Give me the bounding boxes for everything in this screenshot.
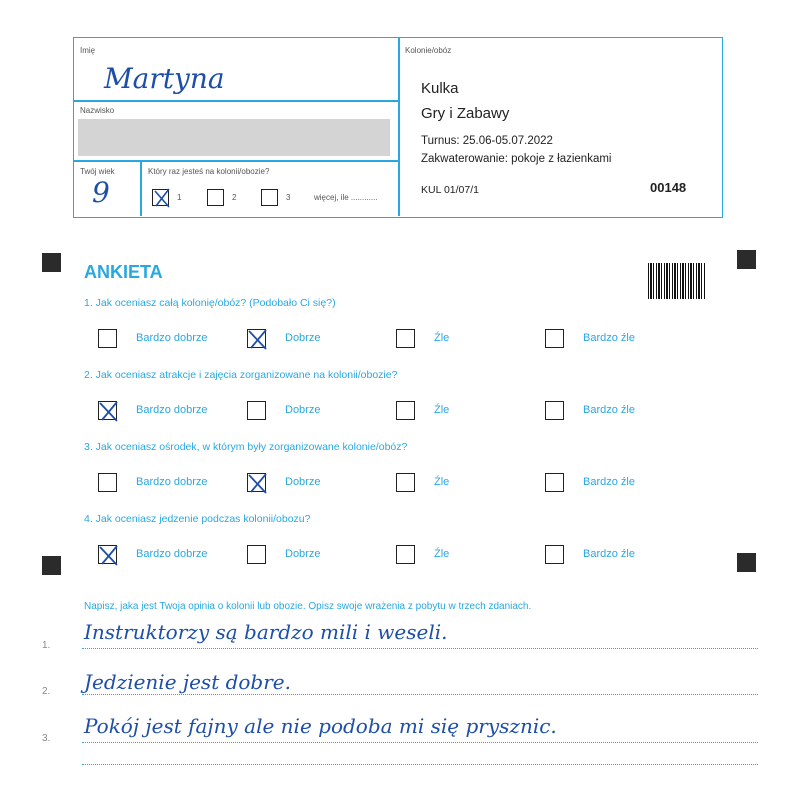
survey-title: ANKIETA: [84, 262, 163, 282]
question-3-option-label: Źle: [434, 476, 450, 488]
times-more-label: więcej, ile ............: [314, 193, 378, 202]
camp-code: KUL 01/07/1: [421, 184, 479, 196]
times-checkbox-2[interactable]: [207, 189, 224, 206]
question-2-option-label: Bardzo dobrze: [136, 404, 208, 416]
question-1-checkbox-4[interactable]: [545, 329, 564, 348]
check-mark-icon: [149, 185, 175, 211]
form-number: 00148: [650, 180, 687, 195]
line-number-1: 1.: [42, 640, 51, 651]
question-4-option-label: Bardzo dobrze: [136, 548, 208, 560]
corner-marker: [737, 250, 756, 269]
question-3-checkbox-4[interactable]: [545, 473, 564, 492]
barcode: [648, 263, 706, 299]
times-label: Który raz jesteś na kolonii/obozie?: [148, 167, 270, 176]
opinion-prompt: Napisz, jaka jest Twoja opinia o kolonii lub obozie. Opisz swoje wrażenia z pobytu w trzech zdaniach.: [84, 601, 532, 612]
question-2-option-label: Źle: [434, 404, 450, 416]
turnus: Turnus: 25.06-05.07.2022: [421, 135, 553, 147]
question-2-checkbox-2[interactable]: [247, 401, 266, 420]
question-3-checkbox-2[interactable]: [247, 473, 266, 492]
age-value: 9: [92, 176, 110, 209]
question-4-option-label: Źle: [434, 548, 450, 560]
camp-name: Kulka: [421, 80, 459, 97]
question-3-text: 3. Jak oceniasz ośrodek, w którym były zorganizowane kolonie/obóz?: [84, 441, 408, 453]
question-2-checkbox-3[interactable]: [396, 401, 415, 420]
name-value: Martyna: [104, 62, 225, 95]
age-divider: [140, 160, 142, 216]
dotted-line: [82, 694, 758, 695]
check-mark-icon: [95, 541, 123, 569]
accommodation: Zakwaterowanie: pokoje z łazienkami: [421, 153, 612, 165]
question-2-checkbox-1[interactable]: [98, 401, 117, 420]
question-1-option-label: Źle: [434, 332, 450, 344]
header-box: [73, 37, 723, 218]
question-1-option-label: Bardzo dobrze: [136, 332, 208, 344]
question-4-option-label: Bardzo źle: [583, 548, 635, 560]
question-1-checkbox-1[interactable]: [98, 329, 117, 348]
header-divider: [398, 38, 400, 216]
question-3-option-label: Dobrze: [285, 476, 321, 488]
question-4-text: 4. Jak oceniasz jedzenie podczas kolonii/obozu?: [84, 513, 311, 525]
camp-program: Gry i Zabawy: [421, 105, 510, 122]
opinion-line-2: Jedzienie jest dobre.: [84, 670, 291, 694]
corner-marker: [42, 556, 61, 575]
question-1-option-label: Bardzo źle: [583, 332, 635, 344]
question-1-option-label: Dobrze: [285, 332, 321, 344]
times-checkbox-1[interactable]: [152, 189, 169, 206]
name-label: Imię: [80, 46, 96, 55]
surname-divider: [74, 160, 398, 162]
camp-label: Kolonie/obóz: [405, 46, 452, 55]
question-2-checkbox-4[interactable]: [545, 401, 564, 420]
question-1-text: 1. Jak oceniasz całą kolonię/obóz? (Podobało Ci się?): [84, 297, 336, 309]
surname-label: Nazwisko: [80, 106, 115, 115]
dotted-line: [82, 764, 758, 765]
surname-redaction: [78, 119, 390, 156]
question-3-option-label: Bardzo źle: [583, 476, 635, 488]
age-label: Twój wiek: [80, 167, 115, 176]
line-number-3: 3.: [42, 733, 51, 744]
times-checkbox-3[interactable]: [261, 189, 278, 206]
check-mark-icon: [244, 469, 272, 497]
check-mark-icon: [244, 325, 272, 353]
question-1-checkbox-3[interactable]: [396, 329, 415, 348]
dotted-line: [82, 648, 758, 649]
question-1-checkbox-2[interactable]: [247, 329, 266, 348]
question-4-checkbox-3[interactable]: [396, 545, 415, 564]
corner-marker: [42, 253, 61, 272]
question-3-option-label: Bardzo dobrze: [136, 476, 208, 488]
question-2-option-label: Dobrze: [285, 404, 321, 416]
question-2-option-label: Bardzo źle: [583, 404, 635, 416]
times-option-1: 1: [177, 193, 182, 202]
question-3-checkbox-3[interactable]: [396, 473, 415, 492]
question-3-checkbox-1[interactable]: [98, 473, 117, 492]
dotted-line: [82, 742, 758, 743]
times-option-2: 2: [232, 193, 237, 202]
question-4-checkbox-4[interactable]: [545, 545, 564, 564]
line-number-2: 2.: [42, 686, 51, 697]
question-4-checkbox-2[interactable]: [247, 545, 266, 564]
question-4-option-label: Dobrze: [285, 548, 321, 560]
name-divider: [74, 100, 398, 102]
check-mark-icon: [95, 397, 123, 425]
question-4-checkbox-1[interactable]: [98, 545, 117, 564]
question-2-text: 2. Jak oceniasz atrakcje i zajęcia zorganizowane na kolonii/obozie?: [84, 369, 398, 381]
opinion-line-3: Pokój jest fajny ale nie podoba mi się prysznic.: [84, 714, 557, 738]
opinion-line-1: Instruktorzy są bardzo mili i weseli.: [84, 620, 448, 644]
corner-marker: [737, 553, 756, 572]
times-option-3: 3: [286, 193, 291, 202]
